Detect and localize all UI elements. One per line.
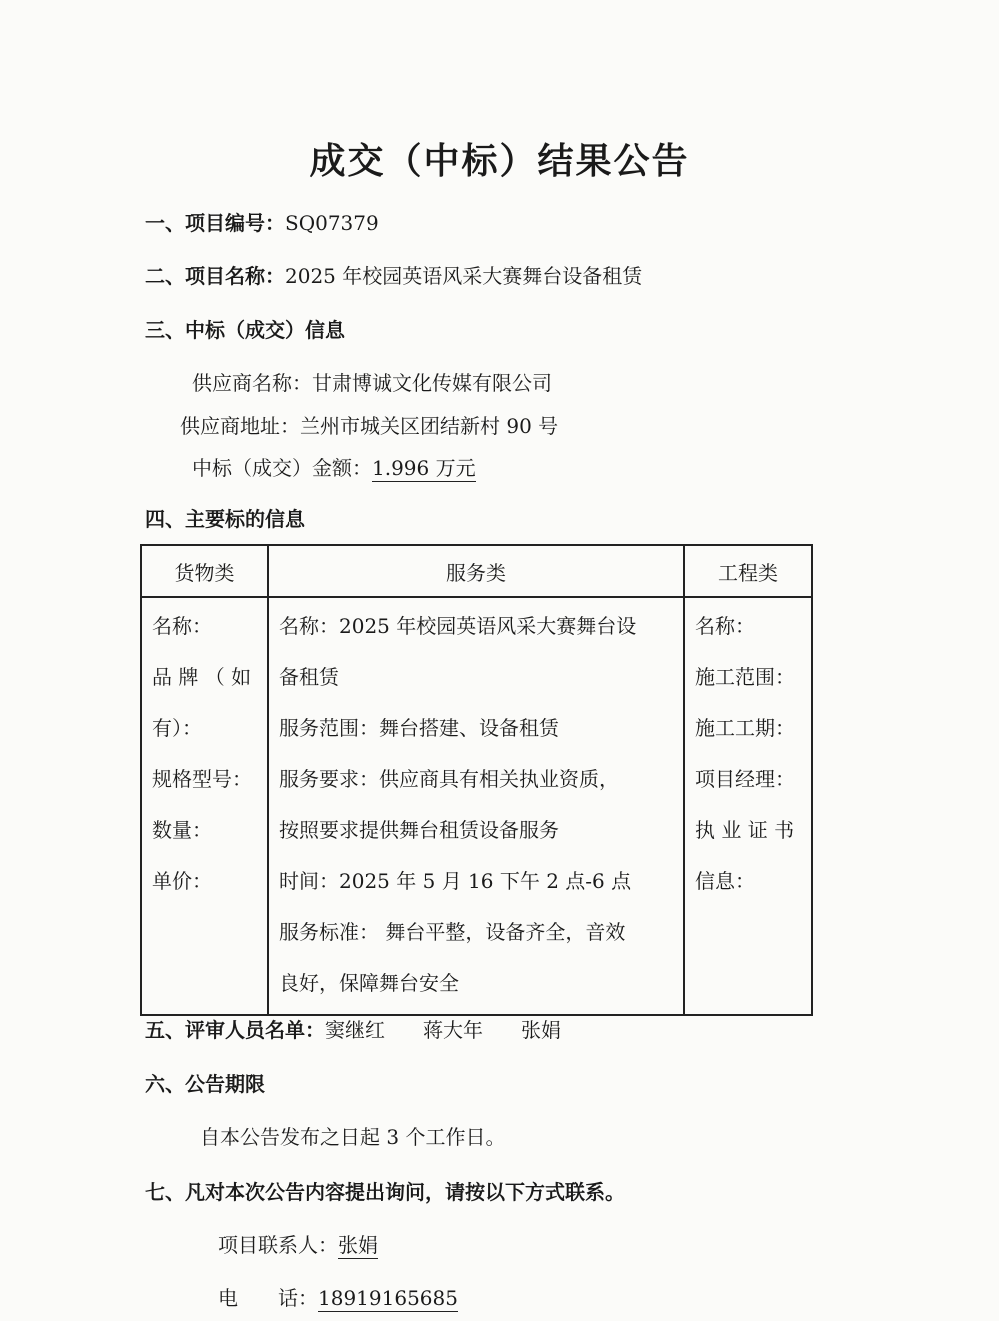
award-amount-label: 中标（成交）金额：: [192, 456, 372, 480]
service-line: 良好，保障舞台安全: [279, 971, 459, 995]
project-number-row: [145, 208, 379, 238]
engineering-line: 施工范围：: [695, 665, 795, 689]
header-service: 服务类: [268, 545, 684, 597]
header-engineering: 工程类: [684, 545, 812, 597]
service-line: 服务范围：舞台搭建、设备租赁: [279, 716, 559, 740]
goods-line: 名称：: [152, 614, 212, 638]
subject-info-table: [140, 544, 813, 1016]
reviewers-row: [145, 1015, 561, 1045]
goods-line: 数量：: [152, 818, 212, 842]
project-name-value: 2025 年校园英语风采大赛舞台设备租赁: [285, 264, 643, 288]
contact-person-label: 项目联系人：: [218, 1233, 338, 1257]
supplier-address-value: 兰州市城关区团结新村 90 号: [300, 414, 559, 438]
service-line: 时间：2025 年 5 月 16 下午 2 点-6 点: [279, 869, 632, 893]
goods-line: 品 牌 （ 如: [152, 665, 252, 689]
service-line: 名称：2025 年校园英语风采大赛舞台设: [279, 614, 637, 638]
contact-heading: 七、凡对本次公告内容提出询问，请按以下方式联系。: [145, 1180, 625, 1204]
goods-line: 有）：: [152, 716, 202, 740]
subject-info-heading: 四、主要标的信息: [145, 507, 305, 531]
goods-line: 单价：: [152, 869, 212, 893]
contact-person-value: 张娟: [338, 1233, 378, 1257]
service-line: 服务标准： 舞台平整，设备齐全，音效: [279, 920, 626, 944]
goods-cell: [141, 597, 268, 1015]
supplier-name-label: 供应商名称：: [192, 371, 312, 395]
service-line: 备租赁: [279, 665, 339, 689]
engineering-line: 项目经理：: [695, 767, 795, 791]
engineering-line: 施工工期：: [695, 716, 795, 740]
engineering-cell: [684, 597, 812, 1015]
engineering-line: 执 业 证 书: [695, 818, 795, 842]
supplier-name-value: 甘肃博诚文化传媒有限公司: [312, 371, 552, 395]
goods-line: 规格型号：: [152, 767, 252, 791]
engineering-line: 名称：: [695, 614, 755, 638]
reviewer-name: 蒋大年: [423, 1018, 483, 1042]
page-title: 成交（中标）结果公告: [309, 141, 690, 182]
contact-phone-row: [218, 1283, 458, 1313]
award-amount-row: [192, 453, 476, 483]
project-number-label: 一、项目编号：: [145, 211, 285, 235]
service-line: 服务要求：供应商具有相关执业资质，: [279, 767, 619, 791]
notice-period-heading: 六、公告期限: [145, 1072, 265, 1096]
project-name-row: [145, 261, 642, 291]
supplier-name-row: [192, 368, 552, 398]
supplier-address-label: 供应商地址：: [180, 414, 300, 438]
supplier-address-row: [180, 411, 558, 441]
engineering-line: 信息：: [695, 869, 755, 893]
award-info-heading: 三、中标（成交）信息: [145, 318, 345, 342]
header-goods: 货物类: [141, 545, 268, 597]
notice-period-text: 自本公告发布之日起 3 个工作日。: [200, 1125, 506, 1149]
contact-phone-label: 电 话：: [218, 1286, 318, 1310]
contact-phone-value: 18919165685: [318, 1286, 458, 1310]
project-name-label: 二、项目名称：: [145, 264, 285, 288]
service-line: 按照要求提供舞台租赁设备服务: [279, 818, 559, 842]
contact-person-row: [218, 1230, 378, 1260]
project-number-value: SQ07379: [285, 211, 379, 235]
award-amount-value: 1.996 万元: [372, 456, 476, 480]
reviewer-name: 窦继红: [325, 1018, 385, 1042]
reviewer-name: 张娟: [521, 1018, 561, 1042]
service-cell: [268, 597, 684, 1015]
reviewers-label: 五、评审人员名单：: [145, 1018, 325, 1042]
